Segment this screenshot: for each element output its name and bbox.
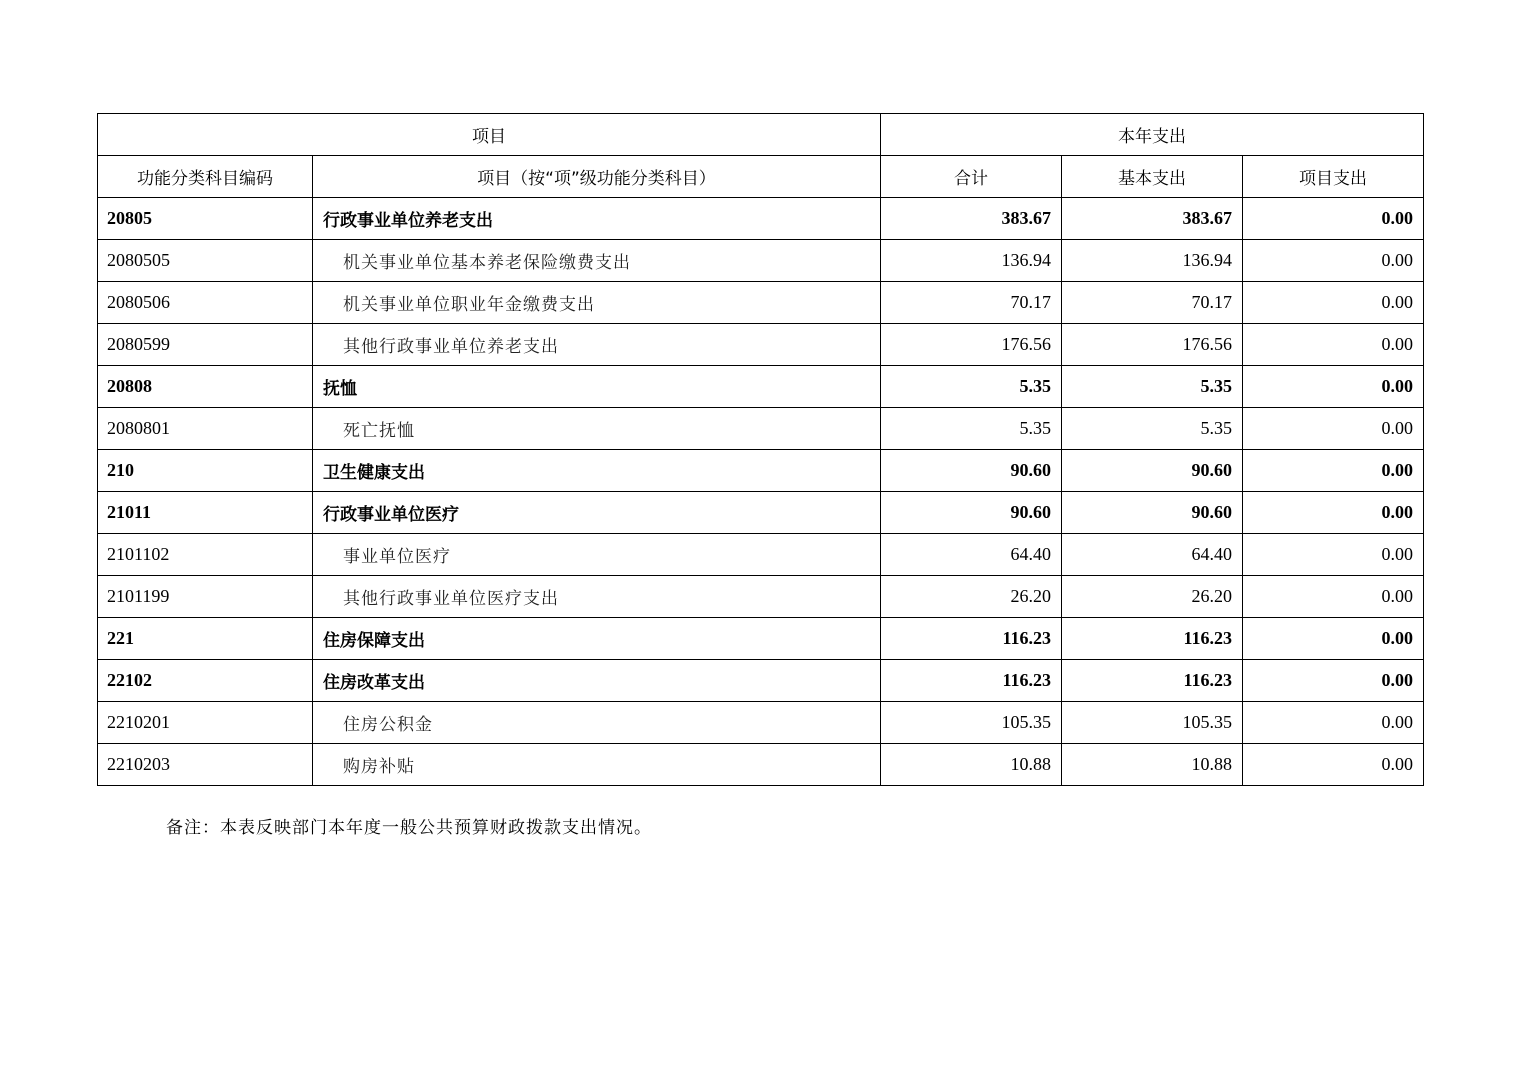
row-project: 0.00 [1243, 618, 1424, 660]
row-name: 其他行政事业单位养老支出 [313, 324, 881, 366]
expenditure-table [97, 113, 1424, 786]
row-project: 0.00 [1243, 534, 1424, 576]
row-basic: 70.17 [1062, 282, 1243, 324]
row-name: 行政事业单位养老支出 [313, 198, 881, 240]
row-project: 0.00 [1243, 282, 1424, 324]
row-project: 0.00 [1243, 240, 1424, 282]
header-basic: 基本支出 [1062, 156, 1243, 198]
row-total: 26.20 [881, 576, 1062, 618]
header-name: 项目（按“项”级功能分类科目） [313, 156, 881, 198]
table-row [98, 366, 1424, 408]
row-basic: 90.60 [1062, 450, 1243, 492]
row-code: 21011 [98, 492, 313, 534]
row-project: 0.00 [1243, 408, 1424, 450]
row-basic: 105.35 [1062, 702, 1243, 744]
row-code: 2101199 [98, 576, 313, 618]
row-basic: 136.94 [1062, 240, 1243, 282]
row-name: 行政事业单位医疗 [313, 492, 881, 534]
table-row [98, 450, 1424, 492]
table-row [98, 576, 1424, 618]
row-code: 2210201 [98, 702, 313, 744]
row-total: 10.88 [881, 744, 1062, 786]
header-total: 合计 [881, 156, 1062, 198]
row-project: 0.00 [1243, 366, 1424, 408]
header-project-group: 项目 [98, 114, 881, 156]
row-basic: 10.88 [1062, 744, 1243, 786]
row-basic: 90.60 [1062, 492, 1243, 534]
row-project: 0.00 [1243, 492, 1424, 534]
row-name: 购房补贴 [313, 744, 881, 786]
table-row [98, 408, 1424, 450]
row-basic: 64.40 [1062, 534, 1243, 576]
row-project: 0.00 [1243, 576, 1424, 618]
row-basic: 176.56 [1062, 324, 1243, 366]
row-code: 210 [98, 450, 313, 492]
table-body [98, 114, 1424, 786]
row-code: 2101102 [98, 534, 313, 576]
header-row-groups [98, 114, 1424, 156]
row-total: 383.67 [881, 198, 1062, 240]
row-code: 2080506 [98, 282, 313, 324]
row-basic: 5.35 [1062, 408, 1243, 450]
row-name: 机关事业单位职业年金缴费支出 [313, 282, 881, 324]
row-basic: 26.20 [1062, 576, 1243, 618]
row-name: 住房改革支出 [313, 660, 881, 702]
row-basic: 383.67 [1062, 198, 1243, 240]
table-row [98, 492, 1424, 534]
row-total: 116.23 [881, 618, 1062, 660]
row-total: 64.40 [881, 534, 1062, 576]
row-total: 90.60 [881, 492, 1062, 534]
row-basic: 116.23 [1062, 660, 1243, 702]
row-code: 2080599 [98, 324, 313, 366]
row-code: 221 [98, 618, 313, 660]
row-name: 住房保障支出 [313, 618, 881, 660]
header-code: 功能分类科目编码 [98, 156, 313, 198]
row-name: 机关事业单位基本养老保险缴费支出 [313, 240, 881, 282]
row-total: 90.60 [881, 450, 1062, 492]
table-row [98, 534, 1424, 576]
table-note: 备注：本表反映部门本年度一般公共预算财政拨款支出情况。 [166, 818, 652, 838]
table-row [98, 324, 1424, 366]
row-code: 20805 [98, 198, 313, 240]
row-name: 住房公积金 [313, 702, 881, 744]
row-total: 136.94 [881, 240, 1062, 282]
table-row [98, 198, 1424, 240]
row-total: 5.35 [881, 366, 1062, 408]
row-total: 105.35 [881, 702, 1062, 744]
header-year-expenditure-group: 本年支出 [881, 114, 1424, 156]
row-name: 其他行政事业单位医疗支出 [313, 576, 881, 618]
table-row [98, 240, 1424, 282]
header-project: 项目支出 [1243, 156, 1424, 198]
row-project: 0.00 [1243, 450, 1424, 492]
row-project: 0.00 [1243, 702, 1424, 744]
table-row [98, 618, 1424, 660]
row-project: 0.00 [1243, 660, 1424, 702]
row-project: 0.00 [1243, 324, 1424, 366]
row-name: 抚恤 [313, 366, 881, 408]
row-project: 0.00 [1243, 744, 1424, 786]
row-total: 176.56 [881, 324, 1062, 366]
table-row [98, 282, 1424, 324]
header-row-columns [98, 156, 1424, 198]
table-row [98, 660, 1424, 702]
row-name: 卫生健康支出 [313, 450, 881, 492]
row-code: 22102 [98, 660, 313, 702]
row-code: 2080505 [98, 240, 313, 282]
row-total: 116.23 [881, 660, 1062, 702]
row-name: 死亡抚恤 [313, 408, 881, 450]
row-code: 2080801 [98, 408, 313, 450]
row-total: 5.35 [881, 408, 1062, 450]
row-project: 0.00 [1243, 198, 1424, 240]
table-row [98, 744, 1424, 786]
row-name: 事业单位医疗 [313, 534, 881, 576]
row-basic: 5.35 [1062, 366, 1243, 408]
row-total: 70.17 [881, 282, 1062, 324]
row-basic: 116.23 [1062, 618, 1243, 660]
table-row [98, 702, 1424, 744]
row-code: 20808 [98, 366, 313, 408]
row-code: 2210203 [98, 744, 313, 786]
